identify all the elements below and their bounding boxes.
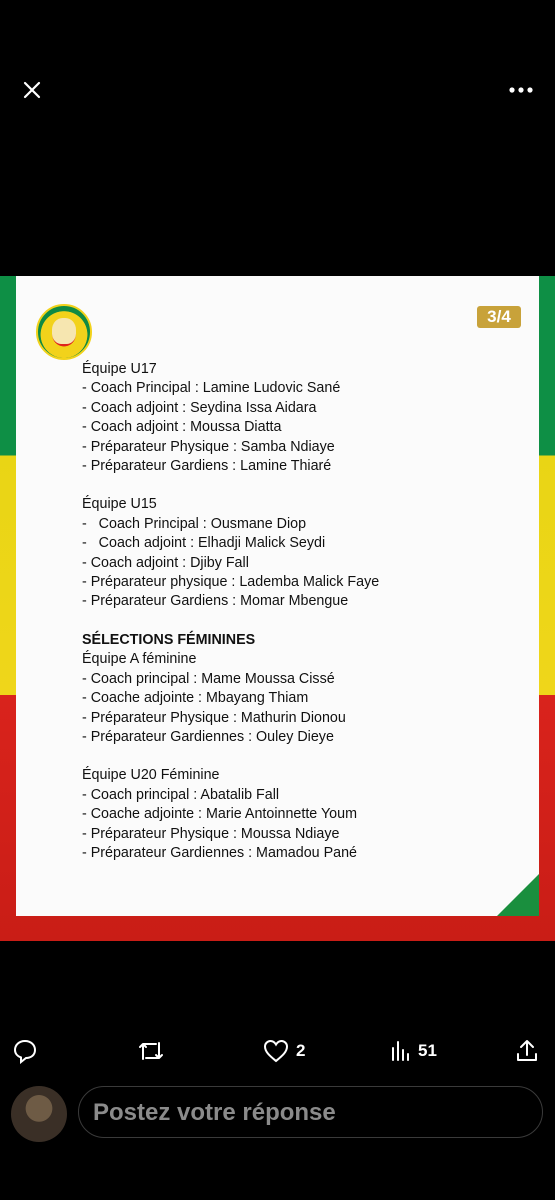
post-image[interactable] — [0, 276, 555, 941]
staff-line: - Coach Principal : Ousmane Diop — [82, 515, 307, 532]
staff-line: - Coach principal : Mame Moussa Cissé — [82, 670, 335, 687]
staff-line: - Coach Principal : Lamine Ludovic Sané — [82, 380, 341, 397]
team-block-u17 — [82, 360, 522, 476]
close-button[interactable] — [14, 72, 50, 108]
reply-bar — [0, 1082, 555, 1144]
team-block-u15 — [82, 495, 522, 611]
staff-line: - Coache adjointe : Marie Antoinnette Youm — [82, 806, 357, 823]
views-button[interactable] — [390, 1036, 437, 1066]
staff-line: - Préparateur Gardiens : Lamine Thiaré — [82, 458, 332, 475]
staff-line: - Préparateur Gardiennes : Mamadou Pané — [82, 844, 357, 861]
post-actions — [0, 1030, 555, 1070]
staff-line: - Coach adjoint : Seydina Issa Aidara — [82, 399, 317, 416]
lion-emblem-icon — [52, 318, 76, 344]
section-title: SÉLECTIONS FÉMININES — [82, 631, 256, 648]
like-icon — [262, 1038, 290, 1064]
federation-logo — [36, 304, 92, 360]
staff-list — [82, 360, 522, 882]
staff-line: - Préparateur Physique : Samba Ndiaye — [82, 438, 335, 455]
page-badge: 3/4 — [477, 306, 521, 328]
retweet-icon — [136, 1038, 166, 1064]
card-corner-fold — [497, 874, 539, 916]
staff-list-card — [16, 276, 539, 916]
share-icon — [514, 1038, 540, 1064]
views-icon — [390, 1038, 412, 1064]
staff-line: - Coache adjointe : Mbayang Thiam — [82, 690, 309, 707]
staff-line: - Préparateur Gardiens : Momar Mbengue — [82, 593, 349, 610]
team-block-women-u20 — [82, 766, 522, 863]
view-count: 51 — [418, 1041, 437, 1060]
like-button[interactable] — [262, 1036, 305, 1066]
more-icon — [508, 86, 534, 94]
like-count: 2 — [296, 1041, 306, 1060]
staff-line: - Préparateur physique : Lademba Malick Faye — [82, 574, 380, 591]
team-title: Équipe U20 Féminine — [82, 767, 220, 784]
reply-icon — [12, 1038, 38, 1064]
staff-line: - Coach adjoint : Moussa Diatta — [82, 419, 282, 436]
staff-line: - Coach adjoint : Djiby Fall — [82, 554, 249, 571]
more-options-button[interactable] — [501, 76, 541, 104]
staff-line: - Préparateur Physique : Mathurin Dionou — [82, 709, 346, 726]
share-button[interactable] — [514, 1036, 540, 1066]
staff-line: - Préparateur Gardiennes : Ouley Dieye — [82, 728, 334, 745]
staff-line: - Coach principal : Abatalib Fall — [82, 786, 280, 803]
close-icon — [22, 80, 42, 100]
staff-line: - Préparateur Physique : Moussa Ndiaye — [82, 825, 340, 842]
team-title: Équipe A féminine — [82, 651, 197, 668]
avatar — [11, 1086, 67, 1142]
reply-input[interactable]: Postez votre réponse — [78, 1086, 543, 1138]
top-bar — [0, 0, 555, 180]
retweet-button[interactable] — [136, 1036, 166, 1066]
team-title: Équipe U17 — [82, 361, 157, 377]
staff-line: - Coach adjoint : Elhadji Malick Seydi — [82, 535, 326, 552]
reply-button[interactable] — [12, 1036, 38, 1066]
team-block-women-a — [82, 631, 522, 747]
team-title: Équipe U15 — [82, 496, 157, 513]
